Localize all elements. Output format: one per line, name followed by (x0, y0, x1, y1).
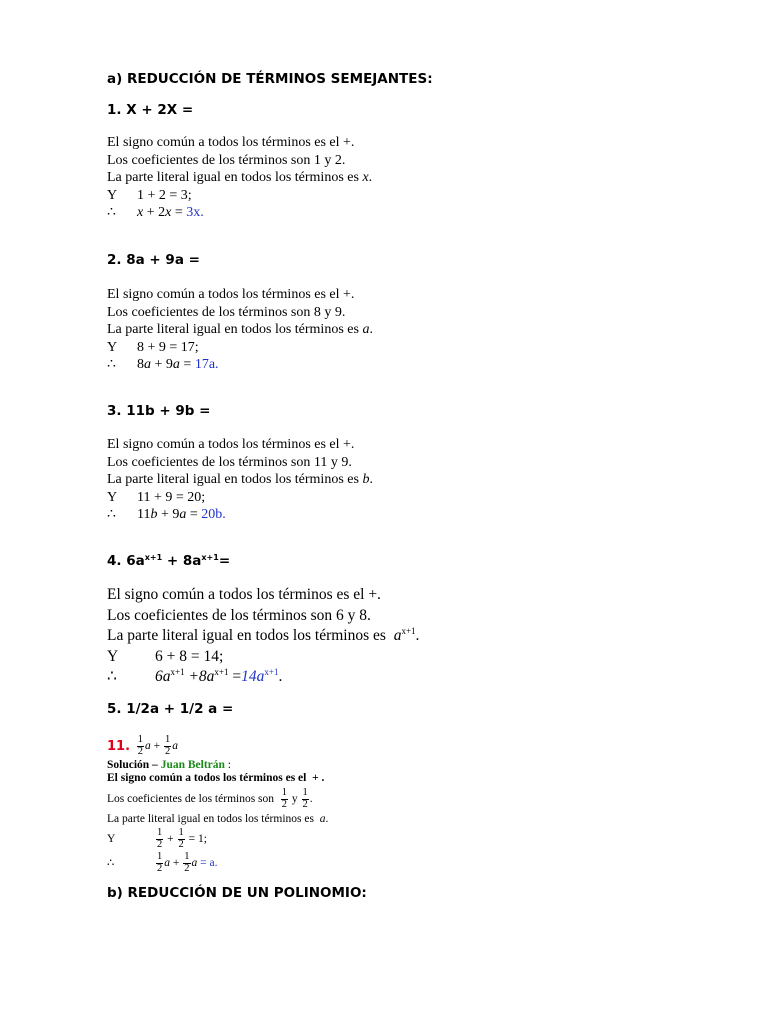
sign-line: El signo común a todos los términos es el +. (107, 287, 355, 302)
exercise-1-title: 1. X + 2X = (107, 102, 194, 118)
exercise-3-solution (107, 436, 373, 524)
coef-line: Los coeficientes de los términos son 6 y 8. (107, 606, 371, 624)
result: 20b. (201, 507, 226, 522)
sum-line: Y $\frac{1}{2}$ + $\frac{1}{2}$ = 1; (107, 827, 207, 850)
coef-line: Los coeficientes de los términos son $\frac{1}{2}$ y $\frac{1}{2}$ . (107, 787, 313, 810)
author: Juan Beltrán (160, 759, 225, 771)
fraction: $\frac{1}{2}$ (302, 787, 308, 810)
problem-line: 11. $\frac{1}{2}$ a + $\frac{1}{2}$ a (107, 734, 179, 757)
fraction: $\frac{1}{2}$ (165, 734, 171, 757)
section-heading-a: a) REDUCCIÓN DE TÉRMINOS SEMEJANTES: (107, 71, 433, 87)
sum-line: Y 1 + 2 = 3; (107, 187, 192, 203)
sign-line: El signo común a todos los términos es el +. (107, 437, 355, 452)
solution-label: Solución – Juan Beltrán : (107, 759, 231, 771)
fraction: $\frac{1}{2}$ (184, 851, 190, 874)
coef-line: Los coeficientes de los términos son 11 y 9. (107, 454, 352, 470)
exercise-4-title: 4. $6a^{x+1} + 8a^{x+1}=$ (107, 553, 231, 569)
literal-line: La parte literal igual en todos los términos es b. (107, 472, 373, 487)
therefore-line: ∴ 8a + 9a = 17a. (107, 357, 219, 372)
problem-number: 11. (107, 738, 131, 754)
literal-line: La parte literal igual en todos los términos es a. (107, 322, 373, 337)
exercise-4-solution (107, 585, 419, 688)
therefore-line: ∴ $6a^{x+1} +8a^{x+1} =14a^{x+1}$. (107, 667, 283, 685)
fraction: $\frac{1}{2}$ (281, 787, 288, 810)
literal-line: La parte literal igual en todos los términos es $a^{x+1}$. (107, 626, 420, 644)
result: 17a. (194, 357, 219, 372)
sum-line: Y 6 + 8 = 14; (107, 647, 224, 665)
therefore-line: ∴ 11b + 9a = 20b. (107, 507, 226, 522)
result: $14a^{x+1}$ (241, 667, 279, 685)
section-heading-b: b) REDUCCIÓN DE UN POLINOMIO: (107, 885, 367, 901)
sign-line: El signo común a todos los términos es el + . (107, 772, 325, 784)
coef-line: Los coeficientes de los términos son 1 y 2. (107, 152, 346, 168)
therefore-line: ∴ x + 2x = 3x. (107, 205, 204, 220)
exercise-1-solution (107, 134, 372, 222)
fraction: $\frac{1}{2}$ (157, 851, 163, 874)
literal-line: La parte literal igual en todos los términos es a. (107, 813, 329, 825)
therefore-line: ∴ $\frac{1}{2}$ a + $\frac{1}{2}$ a = a. (107, 851, 218, 874)
sign-line: El signo común a todos los términos es el +. (107, 135, 355, 150)
coef-line: Los coeficientes de los términos son 8 y 9. (107, 304, 346, 320)
exercise-2-title: 2. 8a + 9a = (107, 252, 200, 268)
fraction: $\frac{1}{2}$ (178, 827, 184, 850)
exercise-5-image (107, 734, 328, 875)
fraction: $\frac{1}{2}$ (137, 734, 144, 757)
exercise-3-title: 3. 11b + 9b = (107, 403, 211, 419)
literal-line: La parte literal igual en todos los términos es x. (107, 170, 373, 185)
exercise-2-solution (107, 286, 373, 374)
sign-line: El signo común a todos los términos es el +. (107, 586, 381, 603)
result: 3x. (186, 205, 204, 220)
sum-line: Y 8 + 9 = 17; (107, 339, 199, 355)
result: = a. (200, 856, 218, 869)
fraction: $\frac{1}{2}$ (157, 827, 163, 850)
sum-line: Y 11 + 9 = 20; (107, 489, 206, 505)
exercise-5-title: 5. 1/2a + 1/2 a = (107, 701, 234, 717)
